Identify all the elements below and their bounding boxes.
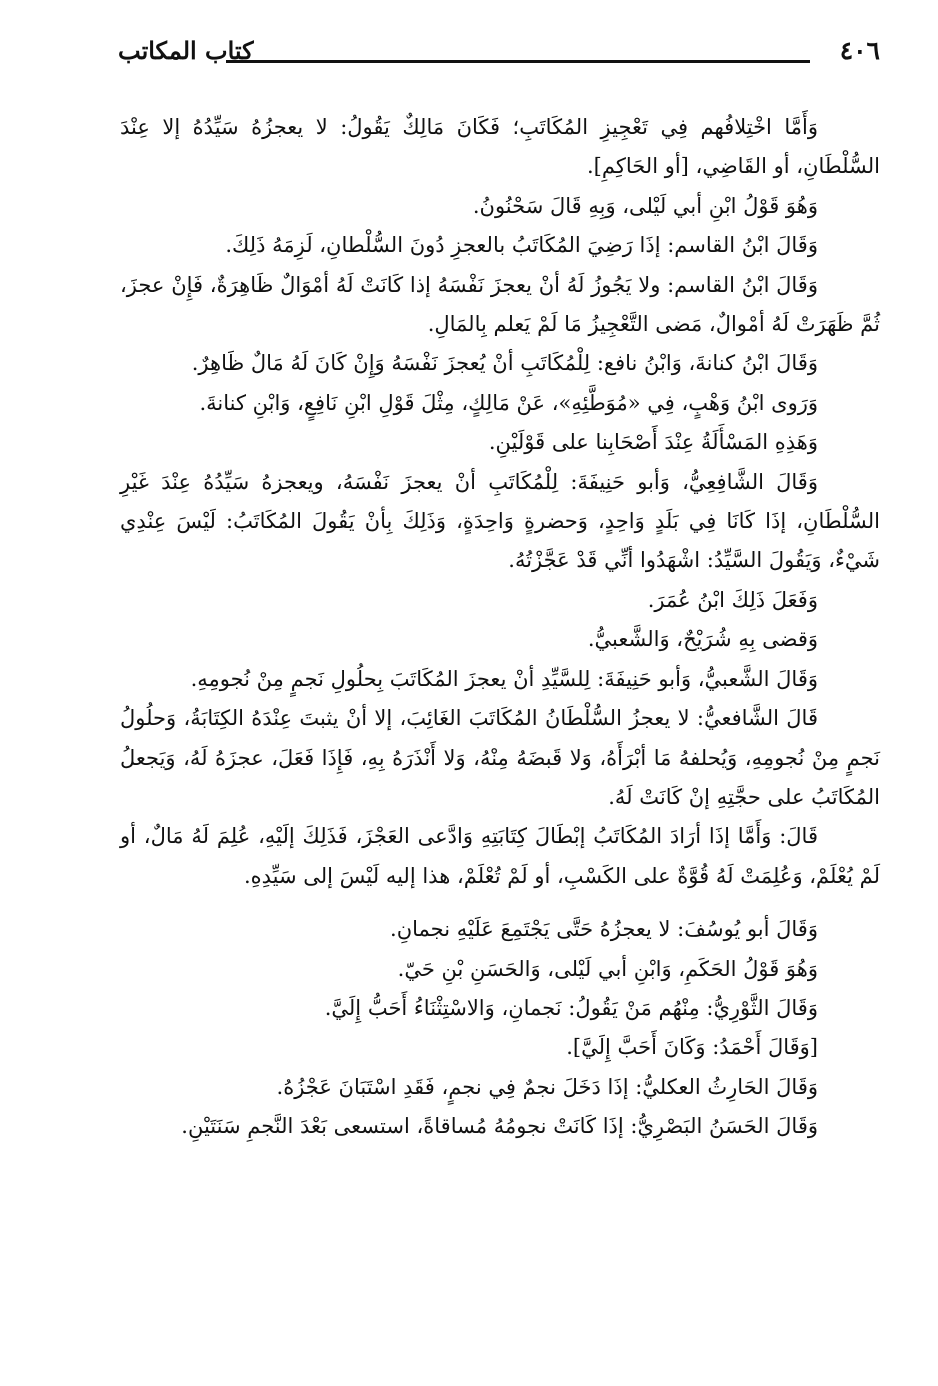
page-number: ٤٠٦ <box>839 36 880 65</box>
paragraph: وَقَالَ الشَّعبيُّ، وَأبو حَنِيفَةَ: لِلسَّيِّدِ أنْ يعجزَ المُكَاتَبَ بِحلُولِ نَجمٍ مِنْ نُجومِهِ. <box>190 666 818 691</box>
paragraph: وَقَالَ الثَّوْرِيُّ: مِنْهُم مَنْ يَقُولُ: نَجمانِ، وَالاسْتِثْنَاءُ أَحَبُّ إِلَيَّ. <box>324 995 818 1020</box>
paragraph: [وَقَالَ أَحْمَدُ: وَكَانَ أَحَبَّ إِلَيَّ]. <box>566 1035 818 1060</box>
paragraph: وَقَالَ أبو يُوسُفَ: لا يعجزُهُ حَتَّى يَجْتَمِعَ عَلَيْهِ نجمانِ. <box>390 917 818 942</box>
paragraph: وَفَعَلَ ذَلِكَ ابْنُ عُمَرَ. <box>647 587 818 612</box>
page-header <box>118 30 880 76</box>
header-rule <box>226 60 810 63</box>
paragraph: وَهَذِهِ المَسْأَلَةُ عِنْدَ أَصْحَابِنا على قَوْلَيْنِ. <box>488 430 818 455</box>
paragraph: قَالَ: وَأَمَّا إذَا أرَادَ المُكَاتَبُ إبْطَالَ كِتَابَتِهِ وَادَّعى العَجْزَ، فَذَلِكَ إلَيْهِ، عُلِمَ لَهُ مَالٌ، أو لَمْ يُعْلَمْ، وَعُلِمَتْ لَهُ قُوَّةٌ على الكَسْبِ، أو لَمْ تُعْلَمْ، هذا إليه لَيْسَ إلى سَيِّدِهِ. <box>120 824 880 888</box>
paragraph: وَأَمَّا اخْتِلافُهم فِي تَعْجِيزِ المُكَاتَبِ؛ فَكَانَ مَالِكٌ يَقُولُ: لا يعجزُهُ سَيِّدُهُ إلا عِنْدَ السُّلْطَانِ، أو القَاضِي، [أو الحَاكِمِ]. <box>120 115 880 179</box>
running-title: كتاب المكاتب <box>118 36 254 65</box>
paragraph: وَرَوى ابْنُ وَهْبٍ، فِي «مُوَطَّئِهِ»، عَنْ مَالِكٍ، مِثْلَ قَوْلِ ابْنِ نَافِعٍ، وَابْنِ كنانةَ. <box>199 390 818 415</box>
paragraph: وَقضى بِهِ شُرَيْحٌ، وَالشَّعبيُّ. <box>587 627 818 652</box>
paragraph: وَقَالَ الشَّافِعِيُّ، وَأبو حَنِيفَةَ: لِلْمُكَاتَبِ أنْ يعجزَ نَفْسَهُ، ويعجزهُ سَيِّدُهُ عِنْدَ غَيْرِ السُّلْطَانِ، إذَا كَانَا فِي بَلَدٍ وَاحِدٍ، وَحضرةٍ وَاحِدَةٍ، وَذَلِكَ بِأنْ يَقُولَ المُكَاتَبُ: لَيْسَ عِنْدِي شَيْءٌ، وَيَقُولَ السَّيِّدُ: اشْهَدُوا أنِّي قَدْ عَجَّزْتُهُ. <box>120 469 880 573</box>
paragraph: قَالَ الشَّافعيُّ: لا يعجزُ السُّلْطَانُ المُكَاتَبَ الغَائِبَ، إلا أنْ يثبتَ عِنْدَهُ الكِتَابَةُ، وَحلُولُ نَجمٍ مِنْ نُجومِهِ، وَيُحلفهُ مَا أبْرَأَهُ، وَلا قَبضَهُ مِنْهُ، وَلا أَنْذَرَهُ بِهِ، فَإِذَا فَعَلَ، عجزَهُ لَهُ، وَيَجعلُ المُكَاتَبُ على حجَّتِهِ إنْ كَانَتْ لَهُ. <box>120 706 880 809</box>
body-text <box>120 108 880 1147</box>
paragraph: وَقَالَ الحَارِثُ العكليُّ: إذَا دَخَلَ نجمٌ فِي نجمٍ، فَقَدِ اسْتَبَانَ عَجْزُهُ. <box>276 1074 818 1099</box>
paragraph: وَقَالَ ابْنُ القاسم: ولا يَجُوزُ لَهُ أنْ يعجزَ نَفْسَهُ إذا كَانَتْ لَهُ أمْوَالٌ ظَاهِرَةٌ، فَإِنْ عجزَ، ثُمَّ ظَهَرَتْ لَهُ أمْوالٌ، مَضى التَّعْجِيزُ مَا لَمْ يَعلم بِالمَالِ. <box>120 272 880 337</box>
paragraph: وَقَالَ ابْنُ القاسم: إذَا رَضِيَ المُكَاتَبُ بالعجزِ دُونَ السُّلْطانِ، لَزِمَهُ ذَلِكَ. <box>225 233 818 258</box>
paragraph: وَقَالَ الحَسَنُ البَصْرِيُّ: إذَا كَانَتْ نجومُهُ مُساقاةً، استسعى بَعْدَ النَّجمِ سَنَتَيْنِ. <box>181 1114 818 1139</box>
paragraph: وَهُوَ قَوْلُ ابْنِ أبي لَيْلى، وَبِهِ قَالَ سَحْنُونُ. <box>472 193 818 218</box>
paragraph: وَهُوَ قَوْلُ الحَكَمِ، وَابْنِ أبي لَيْلى، وَالحَسَنِ بْنِ حَيّ. <box>397 956 818 981</box>
paragraph: وَقَالَ ابْنُ كنانةَ، وَابْنُ نافع: لِلْمُكَاتَبِ أنْ يُعجزَ نَفْسَهُ وَإِنْ كَانَ لَهُ مَالٌ ظَاهِرٌ. <box>191 351 818 376</box>
